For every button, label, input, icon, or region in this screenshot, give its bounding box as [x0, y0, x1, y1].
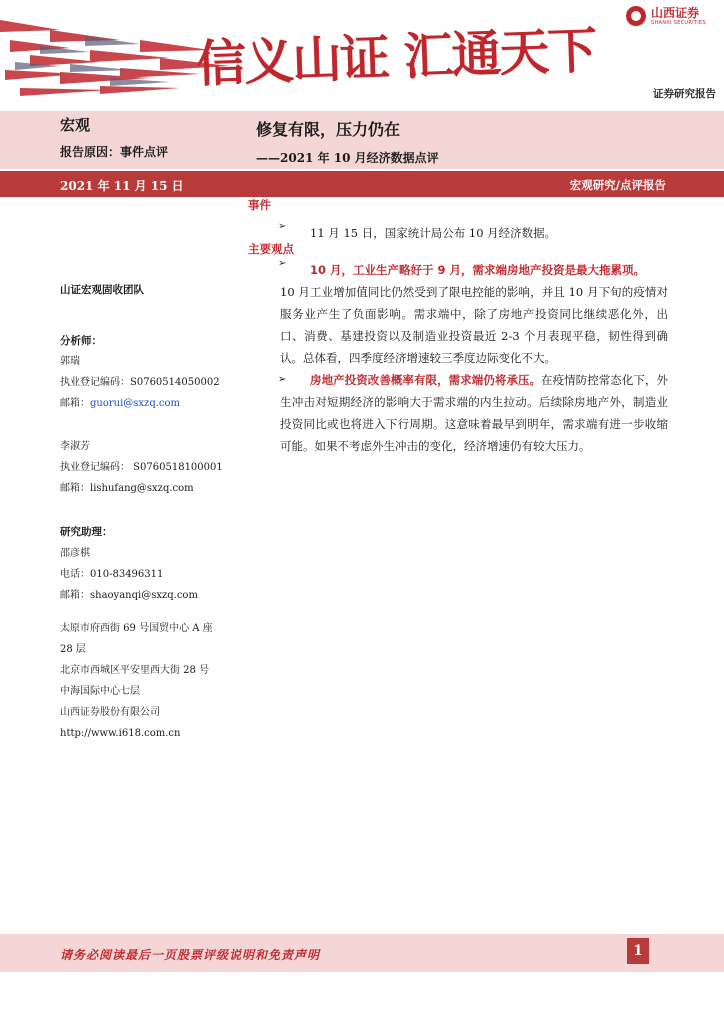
- assistant-phone: 电话：010-83496311: [60, 568, 164, 580]
- address2-line1: 北京市西城区平安里西大街 28 号: [60, 664, 210, 676]
- address2-line2: 中海国际中心七层: [60, 685, 140, 697]
- slogan: 信义山证 汇通天下: [195, 20, 597, 94]
- logo-text-en: SHANXI SECURITIES: [651, 19, 706, 26]
- header-banner: [0, 0, 724, 108]
- logo-text-cn: 山西证券: [651, 5, 700, 20]
- event-text: 11 月 15 日，国家统计局公布 10 月经济数据。: [310, 225, 557, 240]
- assistant-name: 邵彦棋: [60, 547, 90, 559]
- company-logo: [626, 6, 706, 26]
- list-item: [248, 259, 668, 281]
- footer-bar: [0, 934, 724, 972]
- address1-line1: 太原市府西街 69 号国贸中心 A 座: [60, 622, 213, 634]
- views-heading: 主要观点: [248, 241, 294, 256]
- list-item: [248, 222, 668, 244]
- point2-heading: 房地产投资改善概率有限，需求端仍将承压。: [310, 373, 542, 387]
- point2-body: 在疫情防控常态化下，外生冲击对短期经济的影响大于需求端的内生拉动。后续除房地产外，制造业投资同比或也将进入下行周期。这意味着最早到明年，需求端有进一步收缩可能。如果不考虑外生冲击的变化，经济增速仍有较大压力。: [280, 373, 668, 453]
- analyst2-reg: 执业登记编码： S0760518100001: [60, 462, 223, 473]
- analyst2-email: 邮箱：lishufang@sxzq.com: [60, 483, 194, 494]
- website-link[interactable]: http://www.i618.com.cn: [60, 727, 181, 739]
- arrow-bullet-icon: ➢: [278, 374, 287, 385]
- main-content: [248, 200, 668, 457]
- event-heading: 事件: [248, 198, 271, 212]
- arrow-bullet-icon: ➢: [278, 220, 287, 232]
- logo-mark-icon: [626, 6, 646, 26]
- company-name: 山西证券股份有限公司: [60, 706, 160, 718]
- address1-line2: 28 层: [60, 643, 86, 655]
- assistant-email: 邮箱：shaoyanqi@sxzq.com: [60, 589, 198, 601]
- page-title: 修复有限，压力仍在: [256, 120, 401, 139]
- analyst-sidebar: [60, 285, 230, 739]
- report-reason: 报告原因：事件点评: [60, 145, 169, 159]
- analysts-label: 分析师：: [60, 334, 102, 347]
- analyst1-email-link[interactable]: guorui@sxzq.com: [90, 398, 181, 409]
- team-name: 山证宏观固收团队: [60, 284, 144, 296]
- analyst1-reg: 执业登记编码：S0760514050002: [60, 377, 220, 388]
- arrow-bullet-icon: ➢: [278, 258, 287, 269]
- point2-paragraph: [248, 369, 668, 457]
- page-subtitle: ——2021 年 10 月经济数据点评: [256, 151, 439, 165]
- analyst1-email-label: 邮箱：: [60, 398, 90, 409]
- analyst1-email-row: [60, 399, 230, 409]
- page-number: 1: [627, 938, 649, 964]
- point1-body: 10 月工业增加值同比仍然受到了限电控能的影响，并且 10 月下旬的疫情对服务业产生了负面影响。需求端中，除了房地产投资同比继续恶化外，出口、消费、基建投资以及制造业投资最近 2-3 个月表现平稳，韧性得到确认。总体看，四季度经济增速较三季度边际变化不大。: [280, 285, 668, 365]
- analyst1-name: 郭瑞: [60, 356, 80, 367]
- report-category: 宏观: [60, 116, 91, 134]
- analyst2-name: 李淑芳: [60, 441, 90, 452]
- assistant-label: 研究助理：: [60, 526, 113, 538]
- date-bar: [0, 171, 724, 197]
- report-date: 2021 年 11 月 15 日: [60, 179, 184, 193]
- disclaimer-text: 请务必阅读最后一页股票评级说明和免责声明: [60, 948, 321, 962]
- report-class: 宏观研究/点评报告: [569, 178, 666, 192]
- point1-heading: 10 月，工业生产略好于 9 月，需求端房地产投资是最大拖累项。: [310, 263, 646, 277]
- report-type-label: 证券研究报告: [653, 88, 716, 100]
